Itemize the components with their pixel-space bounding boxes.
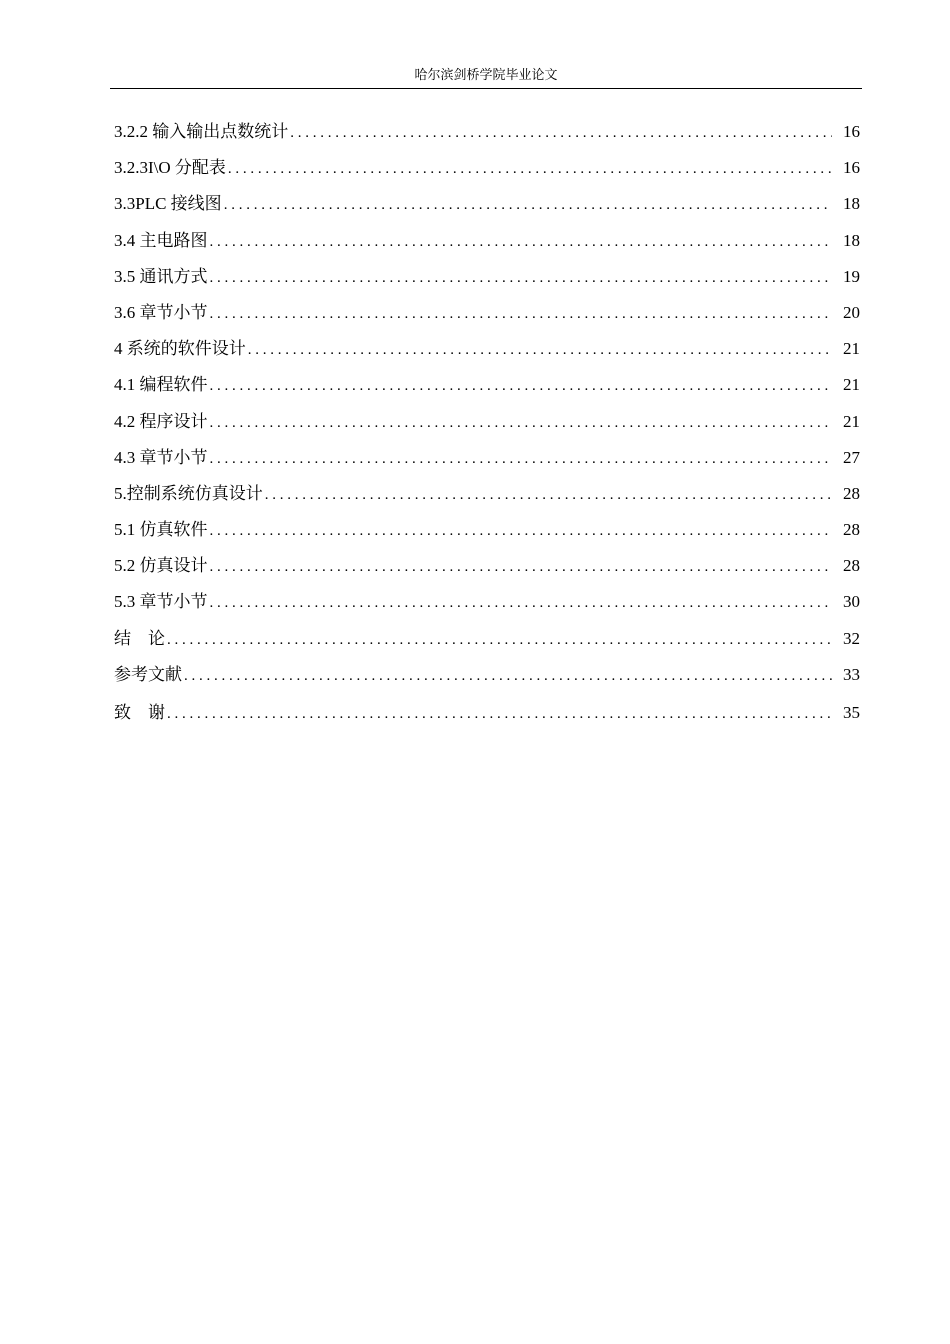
toc-entry-title: 3.3PLC 接线图 <box>114 194 222 214</box>
toc-entry-title: 3.6 章节小节 <box>114 302 208 322</box>
toc-entry-page: 33 <box>843 664 860 684</box>
toc-entry-page: 18 <box>843 230 860 250</box>
toc-entry-title: 5.2 仿真设计 <box>114 556 208 576</box>
toc-entry-page: 30 <box>843 592 860 612</box>
toc-entry[interactable] <box>114 223 860 259</box>
toc-entry-title: 5.3 章节小节 <box>114 592 208 612</box>
toc-entry-title: 5.控制系统仿真设计 <box>114 483 263 503</box>
toc-entry-title: 参考文献 <box>114 664 182 684</box>
toc-entry-title: 4.2 程序设计 <box>114 411 208 431</box>
toc-dot-leader <box>228 151 832 187</box>
toc-entry[interactable] <box>114 367 860 403</box>
toc-dot-leader <box>210 585 833 621</box>
toc-entry[interactable] <box>114 404 860 440</box>
toc-dot-leader <box>210 368 833 404</box>
toc-entry-page: 19 <box>843 266 860 286</box>
toc-dot-leader <box>210 441 833 477</box>
page-header-title: 哈尔滨剑桥学院毕业论文 <box>414 68 558 83</box>
toc-entry-title: 3.5 通讯方式 <box>114 266 208 286</box>
toc-dot-leader <box>167 622 832 658</box>
toc-entry[interactable] <box>114 259 860 295</box>
toc-entry[interactable] <box>114 476 860 512</box>
toc-dot-leader <box>210 224 833 260</box>
table-of-contents <box>114 114 860 731</box>
toc-entry-title: 3.2.2 输入输出点数统计 <box>114 122 289 141</box>
toc-dot-leader <box>210 405 833 441</box>
toc-dot-leader <box>290 115 832 151</box>
toc-entry[interactable] <box>114 584 860 620</box>
toc-entry[interactable] <box>114 114 860 150</box>
toc-entry-title: 3.4 主电路图 <box>114 230 208 250</box>
toc-entry[interactable] <box>114 621 860 657</box>
toc-entry-page: 28 <box>843 556 860 576</box>
toc-dot-leader <box>224 187 832 223</box>
toc-entry-page: 21 <box>843 411 860 431</box>
toc-dot-leader <box>167 696 832 732</box>
toc-entry-page: 20 <box>843 302 860 322</box>
toc-entry[interactable] <box>114 512 860 548</box>
toc-entry[interactable] <box>114 657 860 693</box>
toc-dot-leader <box>248 332 832 368</box>
toc-entry-title: 4 系统的软件设计 <box>114 339 246 359</box>
toc-entry-title: 结 论 <box>114 628 165 648</box>
toc-dot-leader <box>210 549 833 585</box>
toc-entry[interactable] <box>114 295 860 331</box>
toc-entry[interactable] <box>114 695 860 731</box>
toc-entry[interactable] <box>114 186 860 222</box>
toc-entry[interactable] <box>114 150 860 186</box>
toc-entry-page: 28 <box>843 483 860 503</box>
toc-entry-page: 27 <box>843 447 860 467</box>
toc-entry-page: 21 <box>843 375 860 395</box>
toc-dot-leader <box>265 477 832 513</box>
page-header <box>110 66 862 89</box>
toc-entry[interactable] <box>114 440 860 476</box>
toc-entry-page: 28 <box>843 520 860 540</box>
toc-entry[interactable] <box>114 331 860 367</box>
toc-entry-title: 5.1 仿真软件 <box>114 520 208 540</box>
toc-entry-title: 4.3 章节小节 <box>114 447 208 467</box>
toc-entry-page: 32 <box>843 628 860 648</box>
toc-entry-page: 35 <box>843 703 860 722</box>
toc-entry-page: 16 <box>843 158 860 178</box>
toc-dot-leader <box>184 658 832 694</box>
toc-entry-page: 21 <box>843 339 860 359</box>
toc-dot-leader <box>210 296 833 332</box>
toc-entry[interactable] <box>114 548 860 584</box>
toc-dot-leader <box>210 513 833 549</box>
toc-entry-title: 致 谢 <box>114 703 165 722</box>
toc-entry-title: 4.1 编程软件 <box>114 375 208 395</box>
toc-entry-title: 3.2.3I\O 分配表 <box>114 158 226 178</box>
toc-dot-leader <box>210 260 833 296</box>
toc-entry-page: 18 <box>843 194 860 214</box>
toc-entry-page: 16 <box>843 122 860 141</box>
